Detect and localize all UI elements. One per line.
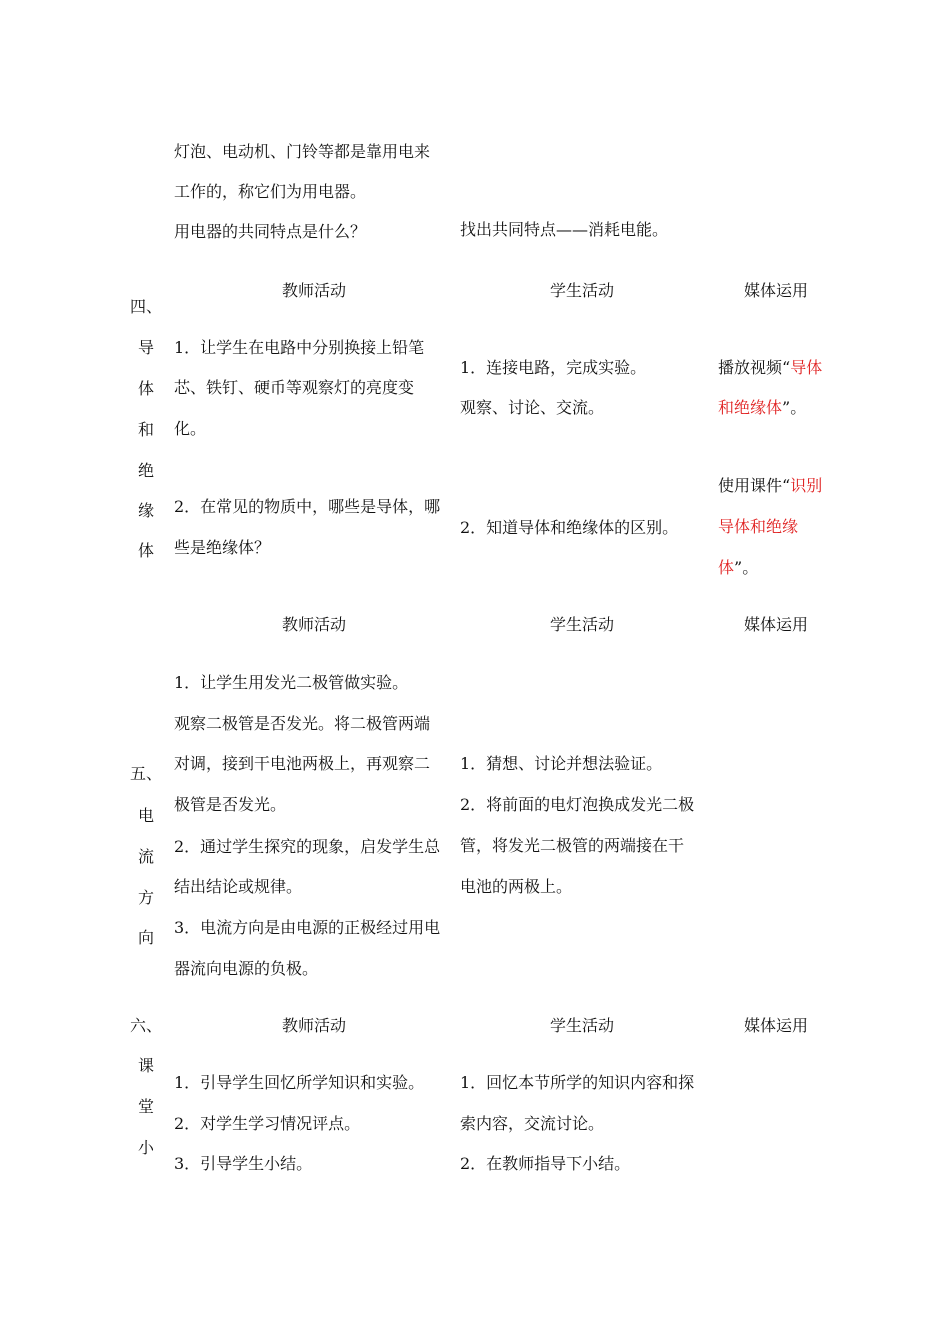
section5-header-teacher: 教师活动 [282,615,347,634]
section6-student-line: 索内容，交流讨论。 [460,1114,605,1133]
section4-label-char: 体 [138,541,155,560]
section5-label-number: 五、 [130,764,163,783]
section4-teacher-line: 2．在常见的物质中，哪些是导体，哪 [174,497,441,516]
section5-teacher-line: 1．让学生用发光二极管做实验。 [174,673,409,692]
media-text: 播放视频“ [718,358,791,377]
section6-header-student: 学生活动 [550,1016,615,1035]
section5-teacher-line: 极管是否发光。 [174,795,287,814]
section6-label-char: 堂 [138,1097,155,1116]
section4-label-char: 和 [138,420,155,439]
section4-student-line: 2．知道导体和绝缘体的区别。 [460,518,679,537]
media-highlight: 体 [718,558,735,577]
section4-media-courseware-line-2 [718,519,798,535]
top-teacher-line-3: 用电器的共同特点是什么？ [174,222,367,241]
section4-teacher-line: 1．让学生在电路中分别换接上铅笔 [174,338,425,357]
section5-label-char: 流 [138,847,155,866]
section5-label-char: 向 [138,928,155,947]
section5-header-media: 媒体运用 [744,615,809,634]
section4-label-char: 导 [138,338,155,357]
section6-label-char: 课 [138,1056,155,1075]
section4-media-courseware-line-1 [718,478,822,494]
section6-label-char: 小 [138,1138,155,1157]
section5-student-line: 电池的两极上。 [460,877,573,896]
media-highlight: 导体和绝缘 [718,517,799,536]
section5-teacher-line: 结出结论或规律。 [174,877,303,896]
section4-label-number: 四、 [130,297,163,316]
section6-label-number: 六、 [130,1016,163,1035]
section4-media-video-line-2 [718,400,806,416]
section5-student-line: 2．将前面的电灯泡换成发光二极 [460,795,695,814]
section4-header-teacher: 教师活动 [282,281,347,300]
media-highlight: 和绝缘体 [718,398,783,417]
top-student-text: 找出共同特点——消耗电能。 [460,220,669,239]
section5-student-line: 1．猜想、讨论并想法验证。 [460,754,663,773]
media-highlight: 识别 [790,476,823,495]
section5-label-char: 方 [138,888,155,907]
section4-media-courseware-line-3 [718,560,758,576]
section5-teacher-line: 观察二极管是否发光。将二极管两端 [174,714,431,733]
section5-teacher-line: 3．电流方向是由电源的正极经过用电 [174,918,441,937]
media-highlight: 导体 [790,358,823,377]
section5-teacher-line: 器流向电源的负极。 [174,959,319,978]
section4-header-student: 学生活动 [550,281,615,300]
section5-header-student: 学生活动 [550,615,615,634]
section5-label-char: 电 [138,806,155,825]
section6-student-line: 2．在教师指导下小结。 [460,1154,631,1173]
media-text: ”。 [782,398,807,417]
section4-label-char: 缘 [138,501,155,520]
section4-teacher-line: 芯、铁钉、硬币等观察灯的亮度变 [174,378,415,397]
section5-teacher-line: 2．通过学生探究的现象，启发学生总 [174,837,441,856]
section5-student-line: 管，将发光二极管的两端接在干 [460,836,685,855]
section6-header-teacher: 教师活动 [282,1016,347,1035]
section4-teacher-line: 化。 [174,419,207,438]
section6-teacher-line: 2．对学生学习情况评点。 [174,1114,361,1133]
section4-media-video-line-1 [718,360,822,376]
section4-student-line: 1．连接电路，完成实验。 [460,358,647,377]
section5-teacher-line: 对调，接到干电池两极上，再观察二 [174,754,431,773]
media-text: ”。 [734,558,759,577]
section4-label-char: 绝 [138,461,155,480]
section6-teacher-line: 1．引导学生回忆所学知识和实验。 [174,1073,425,1092]
section6-header-media: 媒体运用 [744,1016,809,1035]
section4-header-media: 媒体运用 [744,281,809,300]
media-text: 使用课件“ [718,476,791,495]
section6-student-line: 1．回忆本节所学的知识内容和探 [460,1073,695,1092]
section4-label-char: 体 [138,379,155,398]
top-teacher-line-2: 工作的，称它们为用电器。 [174,182,367,201]
section4-student-line: 观察、讨论、交流。 [460,398,605,417]
top-teacher-line-1: 灯泡、电动机、门铃等都是靠用电来 [174,142,431,161]
section4-teacher-line: 些是绝缘体？ [174,538,271,557]
section6-teacher-line: 3．引导学生小结。 [174,1154,313,1173]
